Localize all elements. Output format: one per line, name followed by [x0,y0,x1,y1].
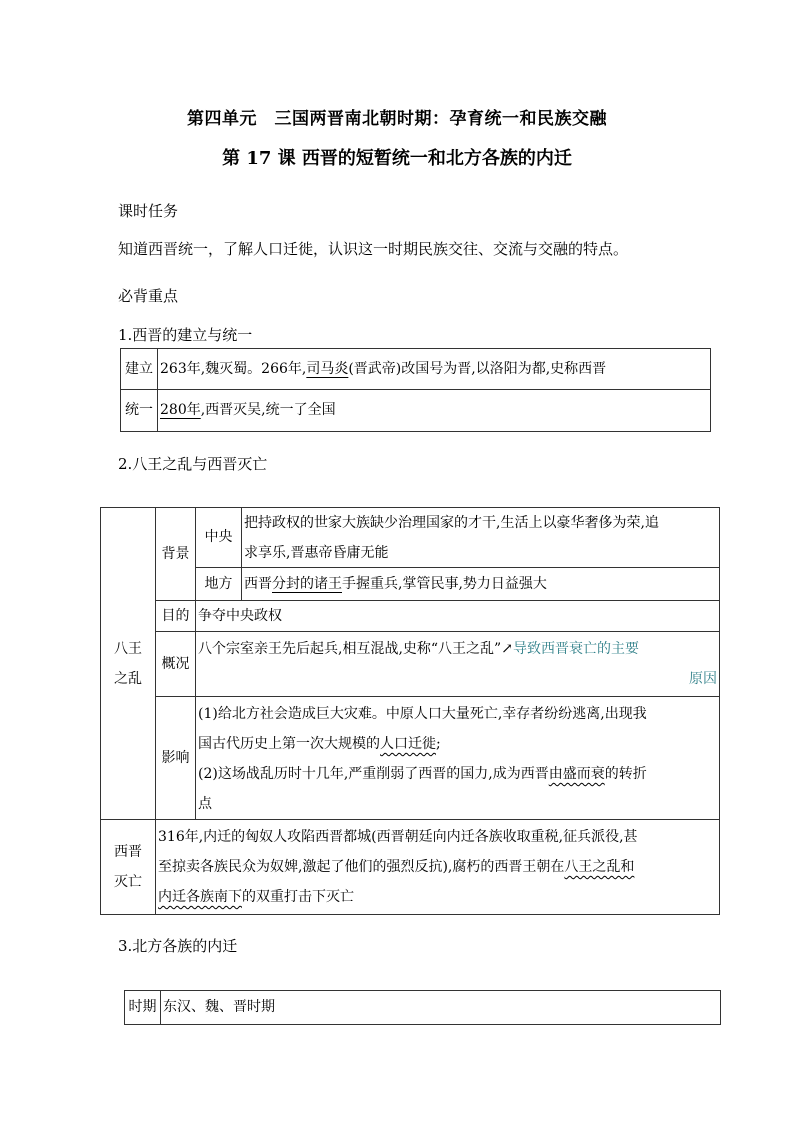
highlight-text: 八王之乱和 [564,859,635,875]
fall-label-cell: 西晋 灭亡 [100,819,156,915]
section2-heading: 2.八王之乱与西晋灭亡 [118,455,268,473]
task-heading: 课时任务 [118,202,179,220]
section3-heading: 3.北方各族的内迁 [118,937,238,955]
highlight-text: 由盛而衰 [548,766,605,782]
lesson-title: 第 17 课 西晋的短暂统一和北方各族的内迁 [222,148,572,169]
highlight-text: 280年 [160,402,201,418]
highlight-text: 司马炎 [306,360,349,377]
unit-title: 第四单元 三国两晋南北朝时期：孕育统一和民族交融 [187,109,607,129]
table-row-label: 建立 [120,348,158,390]
period-text: 东汉、魏、晋时期 [160,990,721,1025]
highlight-text: 内迁各族南下 [158,889,242,905]
goal-label: 目的 [155,600,196,632]
section1-heading: 1.西晋的建立与统一 [118,326,253,344]
fall-text: 316年,内迁的匈奴人攻陷西晋都城(西晋朝廷向内迁各族收取重税,征兵派役,甚 至掠卖各族民众为奴婢,激起了他们的强烈反抗),腐朽的西晋王朝在八王之乱和 内迁各族南下的双重打击下灭亡 [155,819,720,915]
task-text: 知道西晋统一，了解人口迁徙，认识这一时期民族交往、交流与交融的特点。 [118,240,629,258]
impact-text: (1)给北方社会造成巨大灾难。中原人口大量死亡,幸存者纷纷逃离,出现我 国古代历史上第一次大规模的人口迁徙; (2)这场战乱历时十几年,严重削弱了西晋的国力,成为西晋由盛而衰的转折 点 [195,696,720,820]
local-label: 地方 [195,567,242,601]
table-row-text: 263年,魏灭蜀。266年, 司马炎 (晋武帝)改国号为晋,以洛阳为都,史称西晋 [157,348,711,390]
arrow-icon: ↗ [501,641,513,657]
highlight-text: 分封的诸王 [272,575,342,592]
highlight-text: 人口迁徙 [380,736,436,752]
period-label: 时期 [124,990,161,1025]
main-label-cell: 八王 之乱 [100,507,156,820]
central-label: 中央 [195,507,242,568]
key-heading: 必背重点 [118,287,179,305]
local-text: 西晋 分封的诸王 手握重兵,掌管民事,势力日益强大 [241,567,720,601]
impact-label: 影响 [155,696,196,820]
overview-label: 概况 [155,631,196,697]
goal-text: 争夺中央政权 [195,600,720,632]
table-row-text: 280年 ,西晋灭吴,统一了全国 [157,389,711,432]
background-label: 背景 [155,507,196,601]
table-row-label: 统一 [120,389,158,432]
overview-text: 八个宗室亲王先后起兵,相互混战,史称“八王之乱”↗导致西晋衰亡的主要 原因 [195,631,720,697]
central-text: 把持政权的世家大族缺少治理国家的才干,生活上以豪华奢侈为荣,追 求享乐,晋惠帝昏庸无能 [241,507,720,568]
